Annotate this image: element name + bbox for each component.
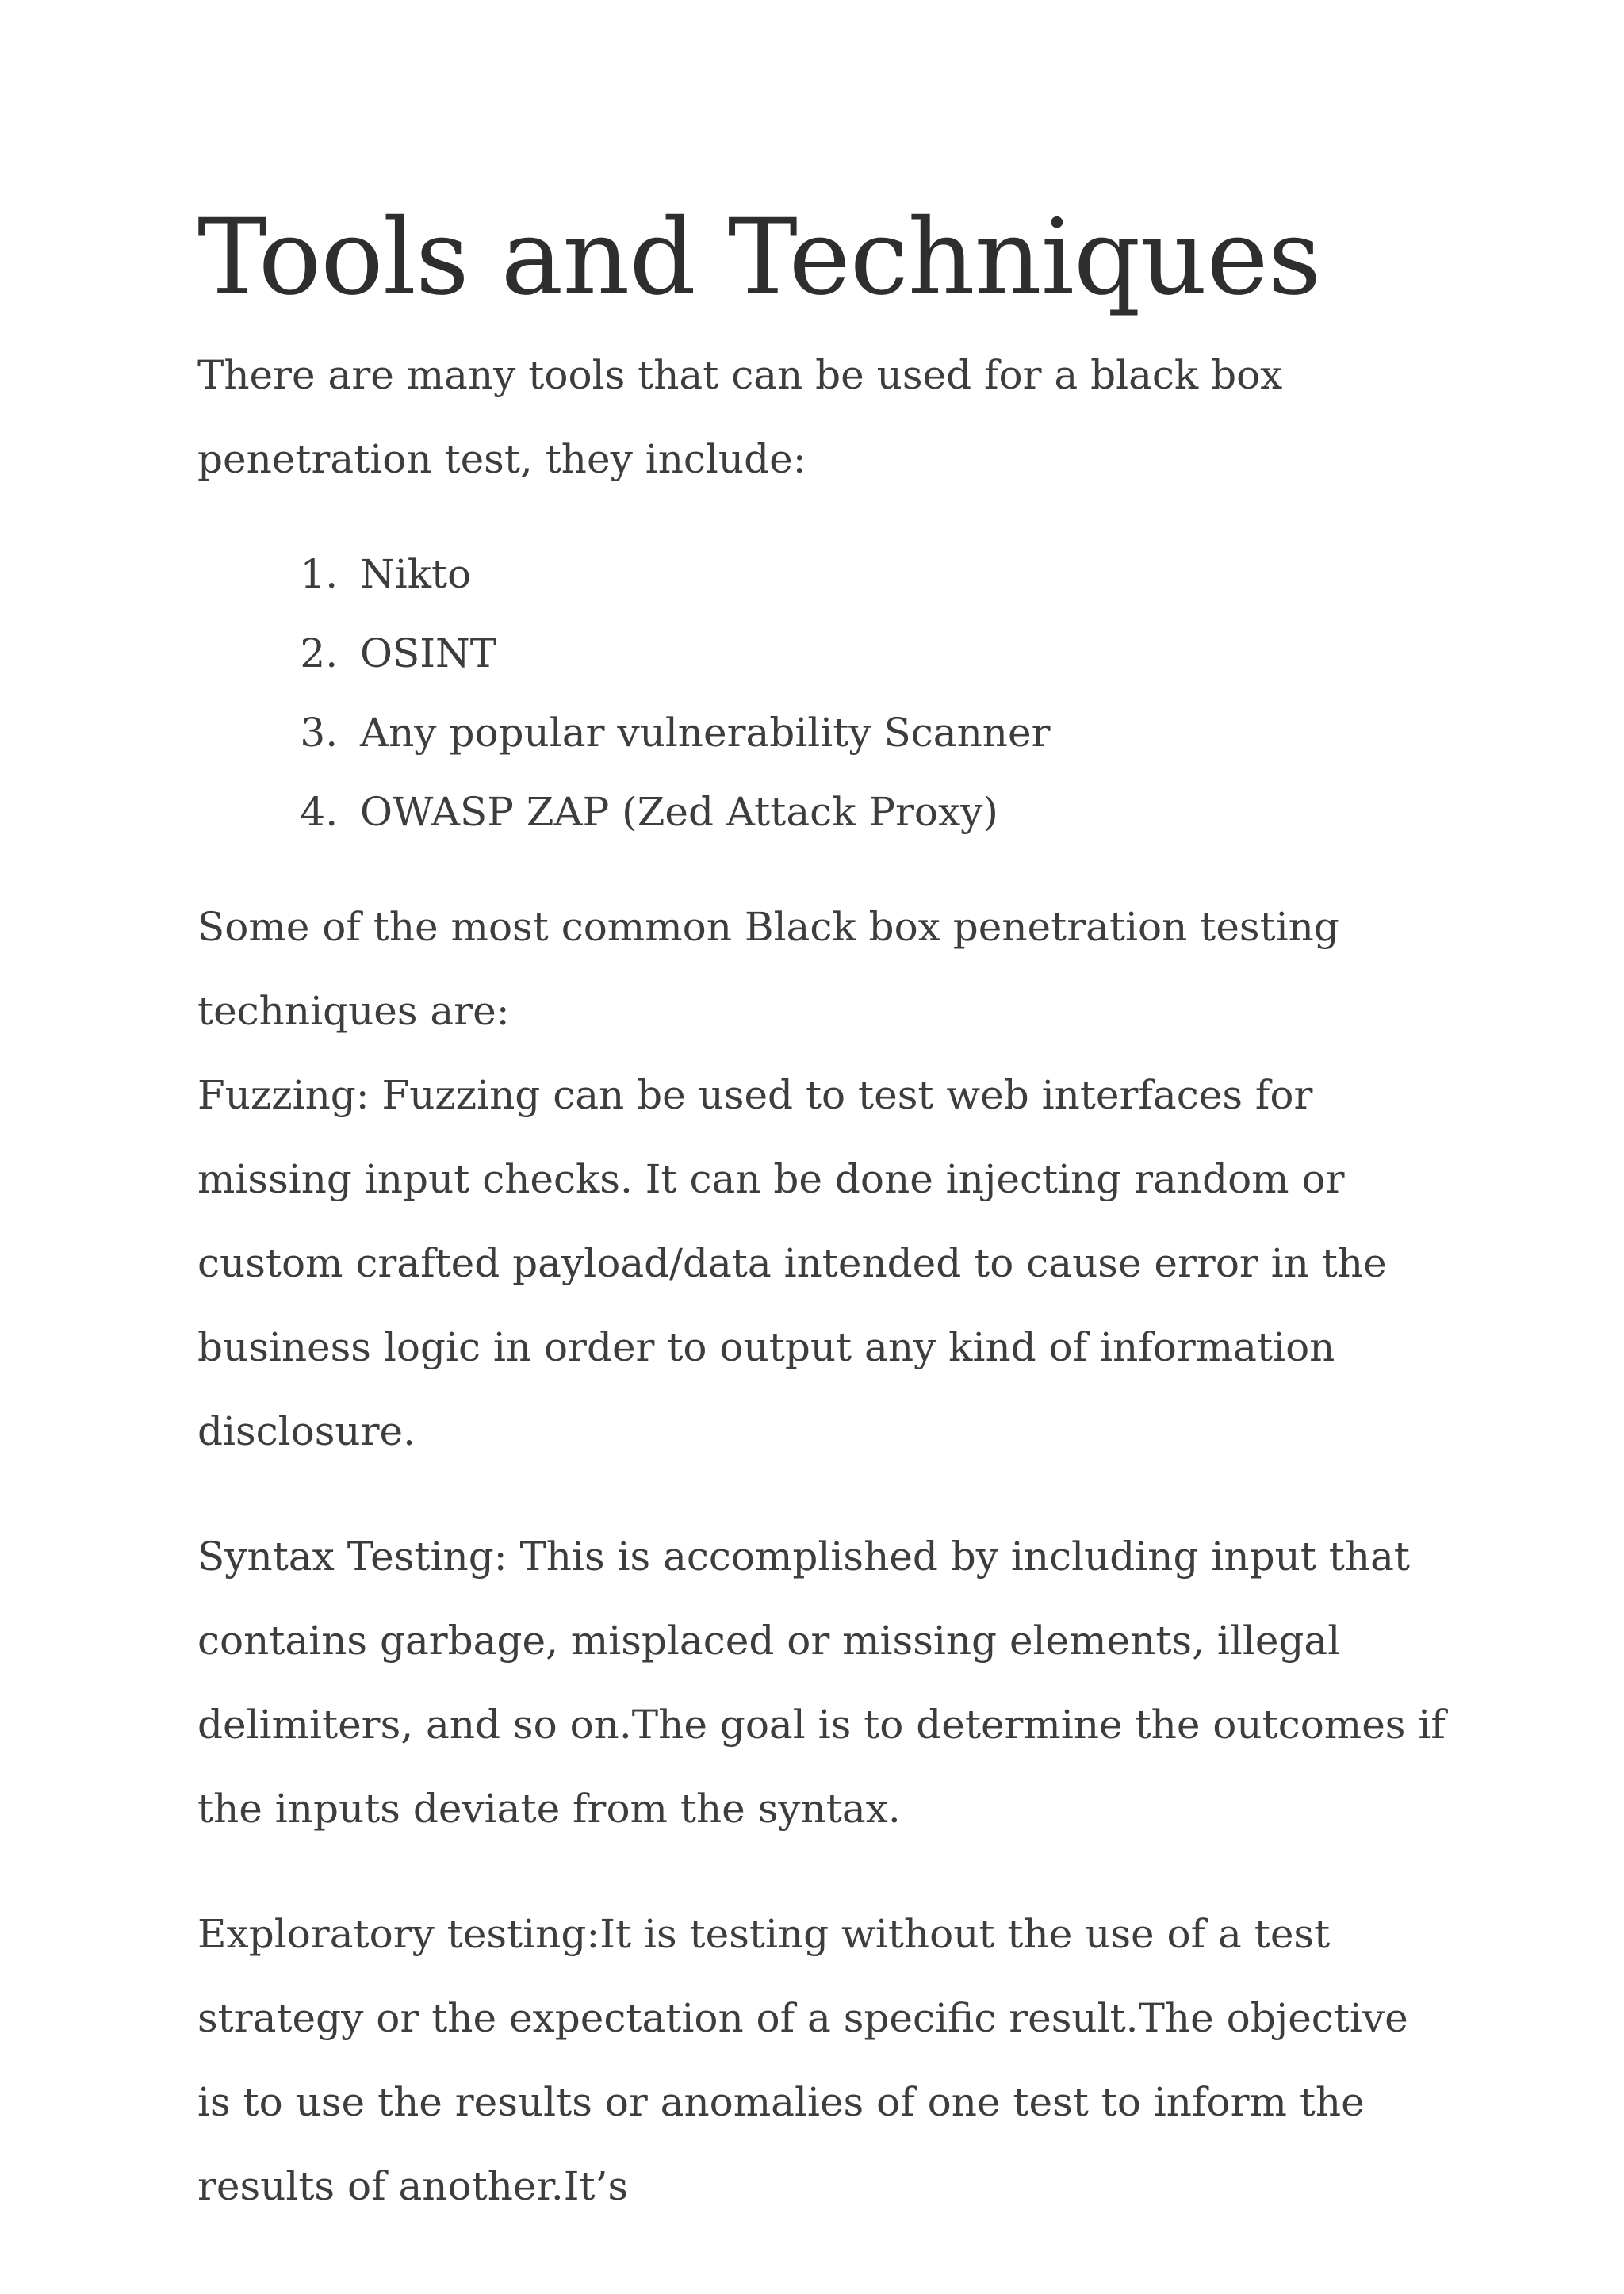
document-content: [197, 190, 1450, 2228]
page-title: Tools and Techniques: [197, 197, 1321, 319]
tools-list: [197, 534, 1450, 852]
list-item: 3. Any popular vulnerability Scanner: [350, 693, 1450, 772]
tools-intro-paragraph: There are many tools that can be used for a black box penetration test, they include:: [197, 352, 1283, 482]
list-item: 1. Nikto: [350, 534, 1450, 614]
list-item: 4. OWASP ZAP (Zed Attack Proxy): [350, 772, 1450, 852]
techniques-intro-paragraph: Some of the most common Black box penetration testing techniques are:: [197, 904, 1339, 1034]
list-item: 2. OSINT: [350, 614, 1450, 693]
fuzzing-paragraph: Fuzzing: Fuzzing can be used to test web interfaces for missing input checks. It can be done injecting random or custom crafted payload/data intended to cause error in the business logic in order to output any kind of information disclosure.: [197, 1072, 1387, 1454]
syntax-testing-paragraph: Syntax Testing: This is accomplished by including input that contains garbage, misplaced or missing elements, illegal delimiters, and so on.The goal is to determine the outcomes if the inputs deviate from the syntax.: [197, 1534, 1446, 1832]
exploratory-testing-paragraph: Exploratory testing:It is testing without the use of a test strategy or the expectation of a specific result.The objective is to use the results or anomalies of one test to inform the results of another.It’s: [197, 1911, 1408, 2209]
